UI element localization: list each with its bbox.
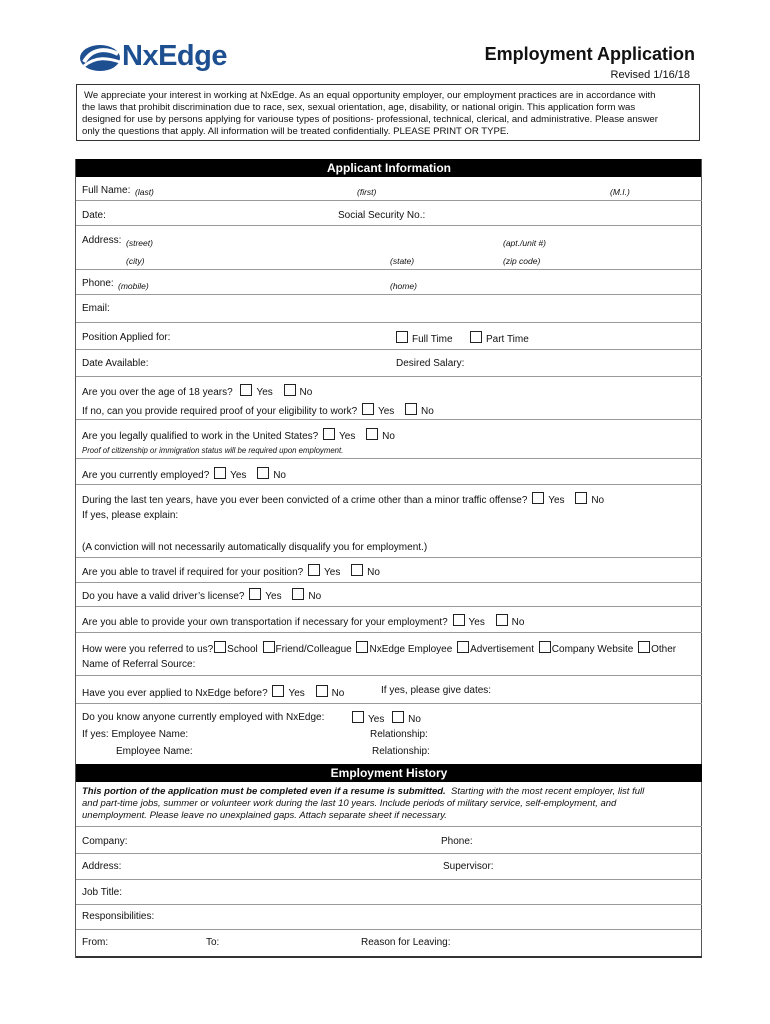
part-time-label: Part Time (486, 334, 529, 345)
crime-no-label: No (591, 495, 605, 506)
crime-question-text: During the last ten years, have you ever been convicted of a crime other than a minor traffic offense? (82, 495, 528, 506)
ref-friend-label: Friend/Colleague (275, 644, 352, 655)
street-hint: (street) (126, 238, 153, 248)
first-name-hint: (first) (357, 187, 377, 197)
referral-field[interactable] (76, 633, 702, 676)
position-label: Position Applied for: (82, 332, 171, 343)
reason-label: Reason for Leaving: (361, 937, 451, 948)
know-yes-checkbox[interactable] (352, 711, 364, 723)
know-options (350, 711, 421, 726)
proof-no-label: No (421, 406, 434, 417)
license-question-text: Do you have a valid driver’s license? (82, 591, 245, 602)
job-title-label: Job Title: (82, 887, 123, 898)
history-instructions-2: and part-time jobs, summer or volunteer work during the last 10 years. Include periods of military service, self-employment, and (82, 798, 617, 809)
know-question-text: Do you know anyone currently employed with NxEdge: (82, 712, 325, 723)
legal-field (76, 420, 702, 459)
referral-question-text: How were you referred to us? (82, 644, 214, 655)
relationship-2-label: Relationship: (372, 746, 430, 757)
transport-question-text: Are you able to provide your own transportation if necessary for your employment? (82, 617, 448, 628)
know-no-label: No (408, 714, 421, 725)
company-label: Company: (82, 836, 128, 847)
company-logo (78, 40, 258, 76)
page-title: Employment Application (484, 44, 695, 64)
history-section-header: Employment History (76, 764, 702, 782)
legal-note: Proof of citizenship or immigration status will be required upon employment. (82, 446, 344, 455)
logo-mark-icon (78, 42, 124, 74)
to-label: To: (206, 937, 220, 948)
logo-wordmark: NxEdge (122, 40, 227, 72)
employee-name-2-label: Employee Name: (116, 746, 193, 757)
responsibilities-field[interactable] (76, 905, 702, 930)
supervisor-label: Supervisor: (443, 861, 494, 872)
know-no-checkbox[interactable] (392, 711, 404, 723)
middle-initial-hint: (M.I.) (610, 187, 630, 197)
intro-line-1: We appreciate your interest in working at NxEdge. As an equal opportunity employer, our employment practices are in accordance with (84, 90, 656, 101)
ref-website-label: Company Website (551, 644, 634, 655)
ssn-label: Social Security No.: (338, 210, 426, 221)
employed-field (76, 459, 702, 485)
ref-other-label: Other (651, 644, 677, 655)
proof-yes-label: Yes (377, 406, 395, 417)
full-time-label: Full Time (412, 334, 453, 345)
history-instructions-rest: Starting with the most recent employer, list full (450, 786, 645, 797)
age-question-text: Are you over the age of 18 years? (82, 387, 233, 398)
employed-yes-label: Yes (230, 470, 247, 481)
intro-line-4: only the questions that apply. All information will be treated confidentially. PLEASE PRINT OR TYPE. (82, 126, 509, 137)
employed-no-label: No (273, 470, 286, 481)
date-ssn-field[interactable] (76, 201, 702, 226)
applied-dates-label: If yes, please give dates: (381, 685, 492, 696)
applicant-section-header: Applicant Information (76, 159, 702, 177)
applied-field[interactable] (76, 676, 702, 704)
crime-field[interactable] (76, 485, 702, 558)
home-hint: (home) (390, 281, 417, 291)
responsibilities-label: Responsibilities: (82, 911, 155, 922)
transport-yes-label: Yes (468, 617, 485, 628)
company-field[interactable] (76, 827, 702, 854)
job-title-field[interactable] (76, 880, 702, 905)
address-label: Address: (82, 235, 122, 246)
state-hint: (state) (390, 256, 415, 266)
crime-yes-label: Yes (548, 495, 565, 506)
last-name-hint: (last) (135, 187, 154, 197)
travel-field (76, 558, 702, 583)
apt-hint: (apt./unit #) (503, 238, 546, 248)
employee-name-1-label: If yes: Employee Name: (82, 729, 189, 740)
availability-field[interactable] (76, 350, 702, 377)
zip-hint: (zip code) (503, 256, 541, 266)
history-address-field[interactable] (76, 854, 702, 880)
date-available-label: Date Available: (82, 358, 149, 369)
license-no-label: No (308, 591, 322, 602)
dates-field[interactable] (76, 930, 702, 958)
date-label: Date: (82, 210, 106, 221)
city-hint: (city) (126, 256, 145, 266)
applied-no-label: No (331, 688, 345, 699)
history-phone-label: Phone: (441, 836, 473, 847)
age-no-label: No (299, 387, 313, 398)
mobile-hint: (mobile) (118, 281, 149, 291)
from-label: From: (82, 937, 109, 948)
referral-name-label: Name of Referral Source: (82, 659, 196, 670)
know-yes-label: Yes (368, 714, 385, 725)
email-field[interactable] (76, 295, 702, 323)
full-name-field[interactable] (76, 178, 702, 201)
ref-ad-label: Advertisement (470, 644, 535, 655)
intro-line-2: the laws that prohibit discrimination due to race, sex, sexual orientation, age, disability, or national origin. This application form was (82, 102, 636, 113)
travel-yes-label: Yes (324, 567, 341, 578)
phone-label: Phone: (82, 278, 114, 289)
address-field[interactable] (76, 226, 702, 270)
travel-no-label: No (367, 567, 380, 578)
desired-salary-label: Desired Salary: (396, 358, 465, 369)
ref-school-label: School (227, 644, 258, 655)
age-yes-label: Yes (256, 387, 273, 398)
history-address-label: Address: (82, 861, 122, 872)
phone-field[interactable] (76, 270, 702, 295)
license-yes-label: Yes (265, 591, 282, 602)
proof-question-text: If no, can you provide required proof of your eligibility to work? (82, 406, 358, 417)
employed-question-text: Are you currently employed? (82, 470, 210, 481)
history-instructions-row (76, 782, 702, 827)
applied-question-text: Have you ever applied to NxEdge before? (82, 688, 268, 699)
intro-line-3: designed for use by persons applying for variouse types of positions- professional, technical, clerical, and administrative. Please answer (82, 114, 658, 125)
history-instructions-bold: This portion of the application must be completed even if a resume is submitted. (82, 786, 446, 797)
full-name-label: Full Name: (82, 185, 131, 196)
travel-question-text: Are you able to travel if required for your position? (82, 567, 304, 578)
license-field (76, 583, 702, 607)
ref-employee-label: NxEdge Employee (369, 644, 453, 655)
email-label: Email: (82, 303, 110, 314)
crime-note: (A conviction will not necessarily automatically disqualify you for employment.) (82, 542, 428, 553)
transport-no-label: No (511, 617, 525, 628)
legal-yes-label: Yes (339, 431, 356, 442)
crime-explain-label: If yes, please explain: (82, 510, 179, 521)
relationship-1-label: Relationship: (370, 729, 428, 740)
legal-question-text: Are you legally qualified to work in the United States? (82, 431, 319, 442)
position-field[interactable] (76, 323, 702, 350)
legal-no-label: No (382, 431, 395, 442)
age-field (76, 377, 702, 420)
applied-yes-label: Yes (288, 688, 305, 699)
history-instructions-3: unemployment. Please leave no unexplained gaps. Attach separate sheet if necessary. (82, 810, 447, 821)
revised-date: Revised 1/16/18 (610, 69, 690, 81)
transport-field (76, 607, 702, 633)
